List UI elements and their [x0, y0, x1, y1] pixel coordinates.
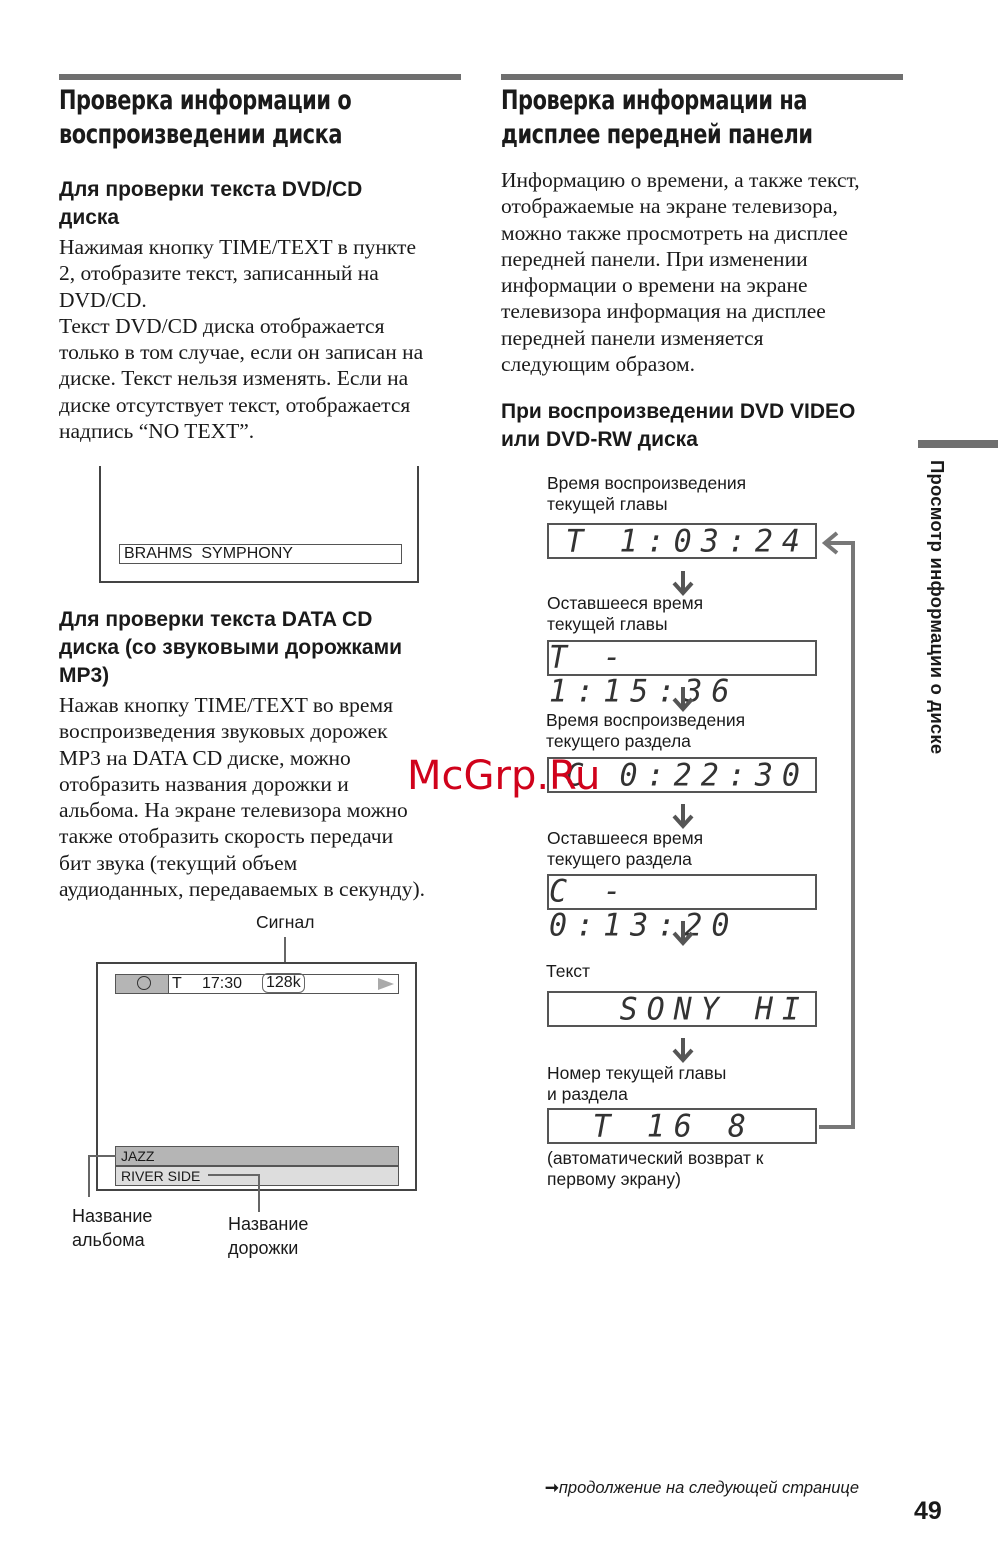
album-leader-line [88, 1155, 90, 1197]
label-line: текущей главы [547, 494, 668, 514]
album-name: JAZZ [121, 1148, 155, 1164]
display-label-chapter-title-number [547, 1063, 726, 1105]
left-section-title-line1: Проверка информации о [59, 85, 352, 116]
label-line: Время воспроизведения [547, 473, 747, 493]
paragraph-line: Текст DVD/CD диска отображается [59, 313, 385, 338]
return-note [547, 1148, 763, 1190]
paragraph-line: диске. Текст нельзя изменять. Если на [59, 366, 409, 391]
continued-note [545, 1478, 859, 1498]
label-line: Название [228, 1214, 309, 1234]
paragraph-line: отобразить названия дорожки и [59, 771, 349, 796]
right-section-title-line1: Проверка информации на [501, 85, 808, 116]
label-line: текущей главы [547, 614, 668, 634]
album-bar [115, 1146, 399, 1166]
paragraph-line: следующим образом. [501, 352, 695, 377]
display-label-text: Текст [546, 961, 591, 981]
label-line: Оставшееся время [547, 828, 704, 848]
track-leader-line [258, 1174, 260, 1212]
track-bar [115, 1166, 399, 1186]
dvd-cd-text-paragraph [59, 234, 423, 444]
label-line: текущего раздела [546, 731, 691, 751]
audio-icon-cell [116, 975, 169, 993]
side-tab-label: Просмотр информации о диске [927, 460, 948, 755]
dvd-cd-text-heading-line1: Для проверки текста DVD/CD [59, 178, 363, 201]
lcd-value: SONY HI [619, 991, 809, 1028]
down-arrow-icon [672, 920, 694, 946]
paragraph-line: диске отсутствует текст, отображается [59, 392, 411, 417]
display-label-title-remaining [547, 828, 703, 870]
tv-screen-mp3 [96, 962, 417, 1191]
lcd-value: C - 0:13:20 [549, 873, 739, 944]
elapsed-time: 17:30 [202, 975, 243, 992]
display-label-chapter-remaining [547, 593, 703, 635]
paragraph-line: телевизора информация на дисплее [501, 299, 826, 324]
paragraph-line: MP3 на DATA CD диске, можно [59, 745, 351, 770]
display-label-title-elapsed [546, 710, 745, 752]
track-mode: T [172, 975, 182, 992]
paragraph-line: передней панели. При изменении [501, 246, 808, 271]
lcd-value: T 1:03:24 [565, 523, 809, 560]
heading-line: диска (со звуковыми дорожками [59, 636, 403, 659]
lcd-value: T 16 8 [592, 1108, 755, 1145]
lcd-title-remaining [547, 873, 817, 944]
note-line: (автоматический возврат к [547, 1148, 764, 1168]
label-line: текущего раздела [547, 849, 692, 869]
left-section-title-line2: воспроизведении диска [59, 119, 343, 150]
paragraph-line: бит звука (текущий объем [59, 850, 298, 875]
down-arrow-icon [672, 686, 694, 712]
paragraph-line: 2, отобразите текст, записанный на [59, 261, 379, 286]
heading-line: MP3) [59, 664, 110, 687]
play-icon [378, 978, 394, 990]
label-line: Оставшееся время [547, 593, 704, 613]
tv-screen-dvd-text [99, 466, 419, 583]
paragraph-line: DVD/CD. [59, 287, 147, 312]
disc-text-value: BRAHMS SYMPHONY [124, 545, 293, 562]
paragraph-line: Нажимая кнопку TIME/TEXT в пункте [59, 235, 416, 259]
paragraph-line: Нажав кнопку TIME/TEXT во время [59, 693, 393, 717]
track-name: RIVER SIDE [121, 1168, 201, 1184]
heading-line: Для проверки текста DATA CD [59, 608, 373, 631]
left-title-rule [59, 74, 461, 80]
side-tab-bar [918, 440, 998, 448]
paragraph-line: можно также просмотреть на дисплее [501, 220, 848, 245]
lcd-text [547, 991, 817, 1027]
album-leader-line-h [88, 1155, 116, 1157]
dvd-cd-text-heading-line2: диска [59, 206, 120, 229]
paragraph-line: Информацию о времени, а также текст, [501, 168, 860, 192]
dvd-video-heading-line2: или DVD-RW диска [501, 428, 698, 451]
note-line: первому экрану) [547, 1169, 681, 1189]
data-cd-paragraph [59, 692, 425, 902]
paragraph-line: передней панели изменяется [501, 325, 764, 350]
track-name-label [228, 1212, 308, 1260]
paragraph-line: также отобразить скорость передачи [59, 824, 394, 849]
label-line: Время воспроизведения [546, 710, 746, 730]
display-label-chapter-elapsed [547, 473, 746, 515]
label-line: дорожки [228, 1238, 299, 1258]
track-leader-line-h [208, 1174, 260, 1176]
down-arrow-icon [672, 1037, 694, 1063]
paragraph-line: информации о времени на экране [501, 273, 808, 298]
lcd-chapter-title-number [547, 1108, 817, 1144]
paragraph-line: только в том случае, если он записан на [59, 340, 424, 365]
paragraph-line: аудиоданных, передаваемых в секунду). [59, 877, 426, 902]
lcd-value: T - 1:15:36 [549, 639, 739, 710]
down-arrow-icon [672, 803, 694, 829]
signal-label: Сигнал [256, 912, 315, 932]
status-bar [115, 974, 399, 994]
dvd-video-heading-line1: При воспроизведении DVD VIDEO [501, 400, 856, 423]
continued-text: продолжение на следующей странице [558, 1479, 860, 1497]
label-line: и раздела [547, 1084, 628, 1104]
front-panel-intro-paragraph [501, 167, 860, 377]
disc-text-bar [119, 544, 402, 564]
lcd-chapter-elapsed [547, 523, 817, 559]
page-number: 49 [914, 1497, 942, 1525]
right-section-title-line2: дисплее передней панели [501, 119, 813, 150]
label-line: Название [72, 1206, 153, 1226]
watermark: McGrp.Ru [407, 753, 601, 799]
paragraph-line: надпись “NO TEXT”. [59, 419, 255, 444]
label-line: Номер текущей главы [547, 1063, 727, 1083]
bitrate-value: 128k [262, 973, 305, 993]
album-name-label [72, 1204, 152, 1252]
return-loop-arrow [815, 530, 865, 1130]
lcd-chapter-remaining [547, 639, 817, 710]
paragraph-line: альбома. На экране телевизора можно [59, 798, 408, 823]
lcd-value: C 0:22:30 [565, 757, 809, 794]
label-line: альбома [72, 1230, 145, 1250]
paragraph-line: воспроизведения звуковых дорожек [59, 719, 388, 744]
right-arrow-icon: ➞ [545, 1479, 559, 1497]
audio-disc-icon [137, 976, 151, 990]
data-cd-heading [59, 606, 402, 690]
right-title-rule [501, 74, 903, 80]
paragraph-line: отображаемые на экране телевизора, [501, 194, 838, 219]
